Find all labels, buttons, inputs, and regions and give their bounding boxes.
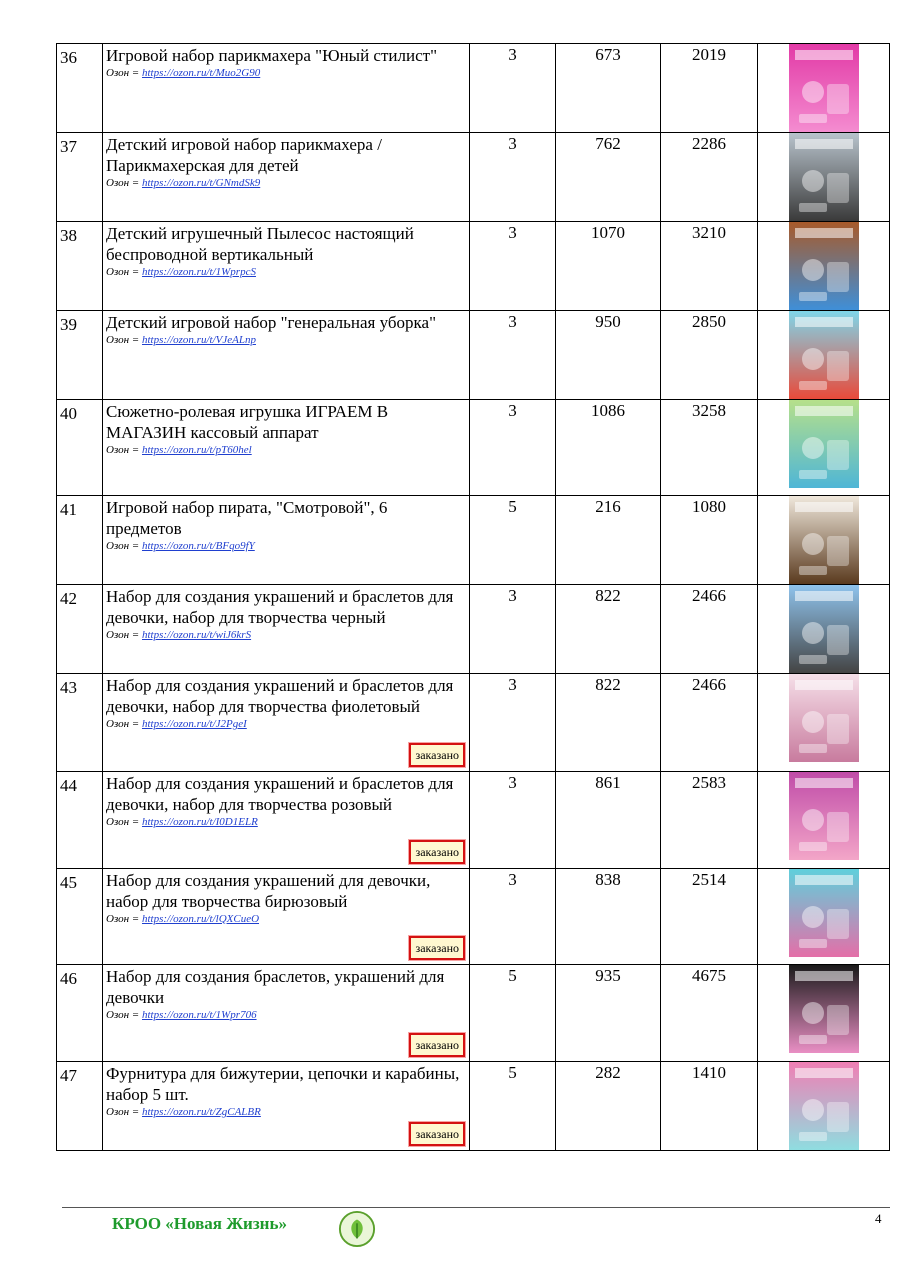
- product-link[interactable]: https://ozon.ru/t/I0D1ELR: [141, 816, 258, 828]
- organization-name: КРОО «Новая Жизнь»: [112, 1214, 287, 1233]
- price-cell: 838: [556, 869, 661, 965]
- cleaning-kit-thumbnail: [789, 311, 859, 399]
- product-title: Детский игрушечный Пылесос настоящий беспроводной вертикальный: [106, 224, 414, 264]
- row-number: 40: [57, 400, 103, 496]
- link-prefix: Озон =: [106, 1009, 142, 1021]
- price-cell: 861: [556, 772, 661, 869]
- product-title: Набор для создания украшений и браслетов для девочки, набор для творчества розовый: [106, 774, 454, 814]
- quantity-cell: 3: [470, 869, 556, 965]
- row-number: 47: [57, 1062, 103, 1151]
- total-cell: 3258: [661, 400, 758, 496]
- link-prefix: Озон =: [106, 718, 142, 730]
- product-title: Фурнитура для бижутерии, цепочки и карабины, набор 5 шт.: [106, 1064, 460, 1104]
- product-link[interactable]: https://ozon.ru/t/BFqo9fY: [141, 540, 255, 552]
- items-table: [56, 43, 890, 1151]
- ordered-badge: заказано: [409, 1122, 465, 1146]
- product-cell: [103, 222, 470, 311]
- hair-styling-kit-thumbnail: [789, 44, 859, 132]
- table-row: [57, 133, 890, 222]
- row-number: 46: [57, 965, 103, 1062]
- link-prefix: Озон =: [106, 266, 142, 278]
- image-cell: [758, 133, 890, 222]
- ordered-badge: заказано: [409, 936, 465, 960]
- product-link-line: [106, 912, 466, 926]
- link-prefix: Озон =: [106, 334, 142, 346]
- product-title: Игровой набор пирата, "Смотровой", 6 предметов: [106, 498, 388, 538]
- quantity-cell: 3: [470, 772, 556, 869]
- product-link[interactable]: https://ozon.ru/t/1Wpr706: [141, 1009, 257, 1021]
- cash-register-thumbnail: [789, 400, 859, 488]
- row-number: 42: [57, 585, 103, 674]
- ordered-badge: заказано: [409, 743, 465, 767]
- link-prefix: Озон =: [106, 913, 142, 925]
- product-cell: [103, 133, 470, 222]
- product-cell: [103, 400, 470, 496]
- link-prefix: Озон =: [106, 177, 142, 189]
- total-cell: 1080: [661, 496, 758, 585]
- table-row: [57, 674, 890, 772]
- items-table-body: [57, 44, 890, 1151]
- link-prefix: Озон =: [106, 540, 142, 552]
- product-link-line: [106, 539, 466, 553]
- product-link[interactable]: https://ozon.ru/t/pT60hel: [141, 444, 252, 456]
- row-number: 44: [57, 772, 103, 869]
- product-link-line: [106, 66, 466, 80]
- product-title: Сюжетно-ролевая игрушка ИГРАЕМ В МАГАЗИН кассовый аппарат: [106, 402, 389, 442]
- product-cell: [103, 44, 470, 133]
- image-cell: [758, 869, 890, 965]
- ordered-badge: заказано: [409, 840, 465, 864]
- link-prefix: Озон =: [106, 629, 142, 641]
- product-link-line: [106, 628, 466, 642]
- product-title: Набор для создания украшений для девочки, набор для творчества бирюзовый: [106, 871, 431, 911]
- table-row: [57, 585, 890, 674]
- table-row: [57, 400, 890, 496]
- jewelry-kit-purple-thumbnail: [789, 674, 859, 762]
- jewelry-kit-black-thumbnail: [789, 585, 859, 673]
- quantity-cell: 3: [470, 585, 556, 674]
- row-number: 36: [57, 44, 103, 133]
- row-number: 41: [57, 496, 103, 585]
- product-title: Детский игровой набор "генеральная уборка": [106, 313, 437, 332]
- row-number: 37: [57, 133, 103, 222]
- quantity-cell: 5: [470, 496, 556, 585]
- total-cell: 2019: [661, 44, 758, 133]
- row-number: 39: [57, 311, 103, 400]
- table-row: [57, 1062, 890, 1151]
- price-cell: 1086: [556, 400, 661, 496]
- product-link[interactable]: https://ozon.ru/t/1WprpcS: [141, 266, 256, 278]
- price-cell: 762: [556, 133, 661, 222]
- total-cell: 2850: [661, 311, 758, 400]
- row-number: 43: [57, 674, 103, 772]
- image-cell: [758, 585, 890, 674]
- quantity-cell: 3: [470, 674, 556, 772]
- price-cell: 822: [556, 585, 661, 674]
- product-link-line: [106, 443, 466, 457]
- table-row: [57, 772, 890, 869]
- total-cell: 2286: [661, 133, 758, 222]
- product-link[interactable]: https://ozon.ru/t/Muo2G90: [141, 67, 261, 79]
- quantity-cell: 3: [470, 311, 556, 400]
- page-number: 4: [875, 1211, 882, 1226]
- product-title: Детский игровой набор парикмахера / Парикмахерская для детей: [106, 135, 382, 175]
- toy-vacuum-thumbnail: [789, 222, 859, 310]
- quantity-cell: 5: [470, 965, 556, 1062]
- jewelry-kit-pink-thumbnail: [789, 772, 859, 860]
- bracelet-gift-set-thumbnail: [789, 965, 859, 1053]
- product-title: Игровой набор парикмахера "Юный стилист": [106, 46, 438, 65]
- product-cell: [103, 1062, 470, 1151]
- image-cell: [758, 772, 890, 869]
- product-link[interactable]: https://ozon.ru/t/wiJ6krS: [141, 629, 252, 641]
- image-cell: [758, 311, 890, 400]
- total-cell: 2466: [661, 585, 758, 674]
- price-cell: 935: [556, 965, 661, 1062]
- product-cell: [103, 965, 470, 1062]
- product-link-line: [106, 176, 466, 190]
- table-row: [57, 496, 890, 585]
- link-prefix: Озон =: [106, 444, 142, 456]
- jewelry-kit-turquoise-thumbnail: [789, 869, 859, 957]
- image-cell: [758, 674, 890, 772]
- product-cell: [103, 674, 470, 772]
- image-cell: [758, 44, 890, 133]
- product-link[interactable]: https://ozon.ru/t/ZgCALBR: [141, 1106, 261, 1118]
- price-cell: 673: [556, 44, 661, 133]
- product-cell: [103, 772, 470, 869]
- total-cell: 2466: [661, 674, 758, 772]
- table-row: [57, 965, 890, 1062]
- product-cell: [103, 869, 470, 965]
- image-cell: [758, 965, 890, 1062]
- organization-logo-icon: [338, 1210, 376, 1248]
- product-link-line: [106, 717, 466, 731]
- image-cell: [758, 1062, 890, 1151]
- product-cell: [103, 585, 470, 674]
- product-link[interactable]: https://ozon.ru/t/GNmdSk9: [141, 177, 261, 189]
- table-row: [57, 222, 890, 311]
- table-row: [57, 311, 890, 400]
- product-title: Набор для создания украшений и браслетов для девочки, набор для творчества черный: [106, 587, 454, 627]
- product-link[interactable]: https://ozon.ru/t/lQXCueO: [141, 913, 260, 925]
- product-title: Набор для создания браслетов, украшений для девочки: [106, 967, 445, 1007]
- link-prefix: Озон =: [106, 67, 142, 79]
- link-prefix: Озон =: [106, 1106, 142, 1118]
- price-cell: 282: [556, 1062, 661, 1151]
- price-cell: 822: [556, 674, 661, 772]
- quantity-cell: 3: [470, 133, 556, 222]
- quantity-cell: 3: [470, 400, 556, 496]
- footer-divider: [62, 1207, 890, 1208]
- price-cell: 950: [556, 311, 661, 400]
- quantity-cell: 5: [470, 1062, 556, 1151]
- quantity-cell: 3: [470, 222, 556, 311]
- price-cell: 1070: [556, 222, 661, 311]
- ordered-badge: заказано: [409, 1033, 465, 1057]
- product-link-line: [106, 1008, 466, 1022]
- barbershop-kit-thumbnail: [789, 133, 859, 221]
- pirate-kit-thumbnail: [789, 496, 859, 584]
- image-cell: [758, 222, 890, 311]
- total-cell: 3210: [661, 222, 758, 311]
- image-cell: [758, 496, 890, 585]
- link-prefix: Озон =: [106, 816, 142, 828]
- product-link-line: [106, 1105, 466, 1119]
- total-cell: 4675: [661, 965, 758, 1062]
- table-row: [57, 44, 890, 133]
- product-link[interactable]: https://ozon.ru/t/J2PgeI: [141, 718, 247, 730]
- product-title: Набор для создания украшений и браслетов для девочки, набор для творчества фиолетовый: [106, 676, 454, 716]
- product-link[interactable]: https://ozon.ru/t/VJeALnp: [141, 334, 256, 346]
- total-cell: 2583: [661, 772, 758, 869]
- image-cell: [758, 400, 890, 496]
- product-cell: [103, 311, 470, 400]
- total-cell: 2514: [661, 869, 758, 965]
- product-link-line: [106, 265, 466, 279]
- row-number: 38: [57, 222, 103, 311]
- product-cell: [103, 496, 470, 585]
- total-cell: 1410: [661, 1062, 758, 1151]
- product-link-line: [106, 333, 466, 347]
- jewelry-findings-thumbnail: [789, 1062, 859, 1150]
- quantity-cell: 3: [470, 44, 556, 133]
- price-cell: 216: [556, 496, 661, 585]
- table-row: [57, 869, 890, 965]
- row-number: 45: [57, 869, 103, 965]
- product-link-line: [106, 815, 466, 829]
